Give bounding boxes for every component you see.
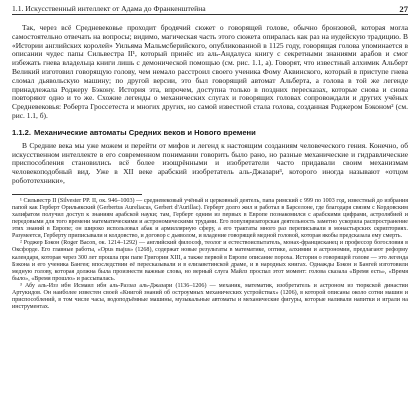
footnote-2: ² Роджер Бэкон (Roger Bacon, ок. 1214–1292) — английский философ, теолог и естествоиспытатель, монах-францисканец и профессор богословия в Оксфорде. Его главные работы, «Opus majus» (1268), содержат новые результаты в математике, оптике, алхимии и астрономии, предлагают реформу календаря, которая через 300 лет прошла при папе Григории XIII, а также первой в Европе описание пороха. История о говорящей голове — это легенда Бэкона и его ученика Бангея; впоследствии её пересказывали и в елизаветинской драме, и в народных книгах. Однажды Бэкон и Бангей изготовили медную голову, которая должна была произнести важные слова, но верный слуга Майлз проспал этот момент: голова сказала «Время есть», «Время было», «Время прошло» и рассыпалась.: [12, 240, 408, 282]
running-title: 1.1. Искусственный интеллект от Адама до Франкенштейна: [12, 4, 206, 13]
footnotes: [12, 198, 408, 312]
page-number: 27: [399, 4, 408, 14]
main-text: [12, 24, 408, 186]
footnote-divider: [12, 194, 142, 195]
paragraph-talking-head: Так, через всё Средневековье проходит бродячий сюжет о говорящей голове, обычно бронзовой, которая могла самостоятельно отвечать на вопросы; видимо, магическая часть этого сюжета опиралась как раз на иудейскую традицию. В «Истории английских королей» Уильяма Мальмсберийского, опубликованной в 1125 году, говорящая голова упоминается в описании чудес папы Сильвестра II¹, который принёс из аль-Андалуса книгу с секретными знаниями арабов и смог избежать гнева владельца книги лишь с демонической помощью (см. рис. 1.1, а). Говорят, что известный алхимик Альберт Великий изготовил говорящую голову, чем немало расстроил своего ученика Фому Аквинского, который в приступе гнева сломал дьявольскую машину; по другой версии, это был говорящий автомат Альберта, а голова в той же легенде принадлежала Роджеру Бэкону. История эта, впрочем, доступна только в поздних пересказах, которые снова и снова повторяют одно и то же. Схожие легенды о механических слугах и говорящих головах сопровождали и других учёных Средневековья: Роберта Гроссетеста и многих других, но самой известной стала голова, созданная Роджером Бэконом² (см. рис. 1.1, б).: [12, 23, 408, 120]
footnote-1: ¹ Сильвестр II (Silvester PP. II, ок. 946–1003) — средневековый учёный и церковный деятель, папа римский с 999 по 1003 год, известный до избрания папой как Герберт Орильякский (Gerbertus Aureliacus, Gerbert d'Aurillac). Герберт долго жил и работал в Барселоне, где благодаря связям с Кордовским халифатом получил доступ к знаниям арабской науки; там, Герберт одним из первых в Европе познакомился с арабскими цифрами, астролябией и передовыми для того времени математическими и астрономическими трудами. Его популяризаторская деятельность заметно ускорила распространение этих знаний в Европе; он широко использовал абак и армиллярную сферу, а его трактаты много раз переписывали в монастырских скрипториях. Разумеется, Герберту приписывали и колдовство, и договор с дьяволом, и владение говорящей медной головой, которая якобы предсказала ему смерть.: [12, 197, 408, 239]
running-header: [12, 0, 408, 15]
section-heading: [12, 128, 408, 137]
section-number: 1.1.2.: [12, 127, 31, 137]
section-title: Механические автоматы Средних веков и Нового времени: [34, 127, 256, 137]
paragraph-automata: В Средние века мы уже можем и перейти от мифов и легенд к настоящим созданиям человеческого гения. Конечно, об искусственном интеллекте в его современном понимании говорить было рано, но разные механические и гидравлические приспособления становились всё более изощрёнными и изобретатели часто придавали своим механизмам человекоподобный вид. Уже в XII веке арабский изобретатель аль-Джазари³, которого иногда называют «отцом робототехники»,: [12, 140, 408, 185]
footnote-3: ³ Абу аль-Изз ибн Исмаил ибн аль-Раззаз аль-Джазари (1136–1206) — механик, математик, изобретатель и астроном из тюркской династии Артукидов. Он наиболее известен своей «Книгой знаний об остроумных механических устройствах» (1206), в которой описаны около сотни машин и приспособлений, в том числе часы, водоподъёмные машины, музыкальные автоматы и механические фигуры, которые наливали напитки и играли на инструментах.: [12, 283, 408, 311]
